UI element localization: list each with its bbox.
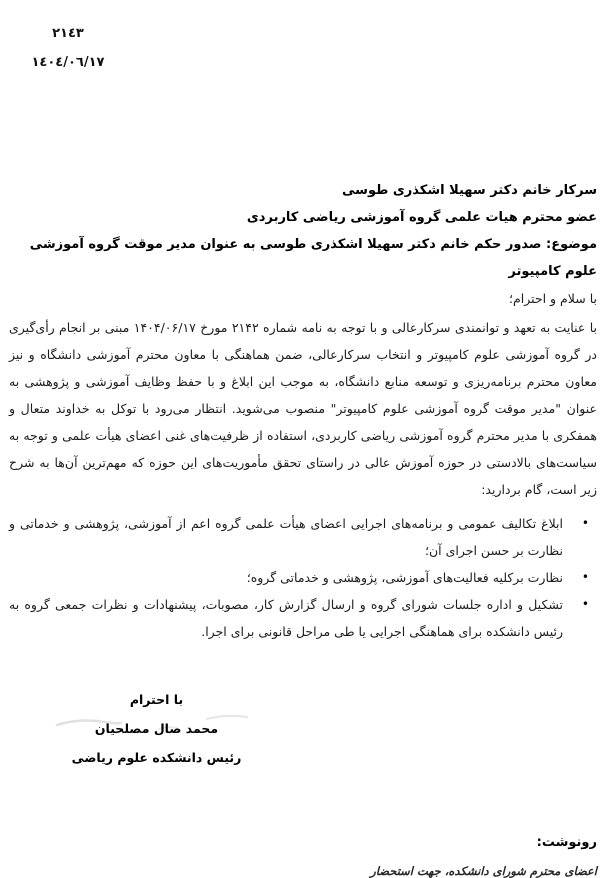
letter-meta (24, 26, 112, 70)
recipient-name: سرکار خانم دکتر سهیلا اشکذری طوسی (342, 183, 597, 198)
duty-item (9, 591, 597, 645)
body-paragraph: با عنایت به تعهد و توانمندی سرکارعالی و با توجه به نامه شماره ۲۱۴۲ مورخ ۱۴۰۴/۰۶/۱۷ مبنی بر انجام رأی‌گیری در گروه آموزشی علوم کامپیوتر و انتخاب سرکارعالی، ضمن هماهنگی با معاون محترم آموزشی دانشگاه و نیز معاون محترم برنامه‌ریزی و توسعه منابع دانشگاه، به موجب این ابلاغ و با حفظ وظایف آموزشی و پژوهشی به عنوان "مدیر موقت گروه آموزشی علوم کامپیوتر" منصوب می‌شوید. انتظار می‌رود با توکل به خداوند متعال و همفکری با مدیر محترم گروه آموزشی ریاضی کاربردی، استفاده از ظرفیت‌های غنی اعضای هیأت علمی و توجه به سیاست‌های بالادستی در حوزه آموزش عالی در راستای تحقق مأموریت‌های این حوزه که مهم‌ترین آن‌ها به شرح زیر است، گام بردارید: (9, 320, 597, 497)
signature-name: محمد صال مصلحیان (94, 721, 219, 736)
letter-content (9, 177, 597, 878)
letter-number: ٢١٤٣ (52, 26, 84, 41)
recipient-role: عضو محترم هیات علمی گروه آموزشی ریاضی کاربردی (246, 210, 597, 225)
duties-list (9, 510, 597, 645)
bullet-icon: • (581, 597, 589, 611)
subject-line: موضوع: صدور حکم خانم دکتر سهیلا اشکذری طوسی به عنوان مدیر موقت گروه آموزشی علوم کامپیوتر (29, 237, 597, 279)
duty-item (9, 564, 597, 591)
signature-closing: با احترام (129, 692, 184, 707)
duty-text: ابلاغ تکالیف عمومی و برنامه‌های اجرایی اعضای هیأت علمی گروه اعم از آموزشی، پژوهشی و خدماتی و نظارت بر حسن اجرای آن؛ (9, 516, 563, 558)
cc-label: رونوشت: (536, 835, 597, 850)
bullet-icon: • (581, 516, 589, 530)
bullet-icon: • (581, 570, 589, 584)
cc-item: اعضای محترم شورای دانشکده، جهت استحضار (370, 864, 597, 878)
duty-text: نظارت برکلیه فعالیت‌های آموزشی، پژوهشی و خدماتی گروه؛ (246, 570, 563, 585)
signature-block (39, 685, 274, 772)
duty-item (9, 510, 597, 564)
duty-text: تشکیل و اداره جلسات شورای گروه و ارسال گزارش کار، مصوبات، پیشنهادات و نظرات جمعی گروه به رئیس دانشکده برای هماهنگی اجرایی یا طی مراحل قانونی برای اجرا. (9, 597, 563, 639)
salutation: با سلام و احترام؛ (509, 291, 597, 306)
cc-block (9, 834, 597, 878)
letter-date: ١٤٠٤/٠٦/١٧ (31, 55, 105, 70)
signature-title: رئیس دانشکده علوم ریاضی (71, 750, 242, 765)
